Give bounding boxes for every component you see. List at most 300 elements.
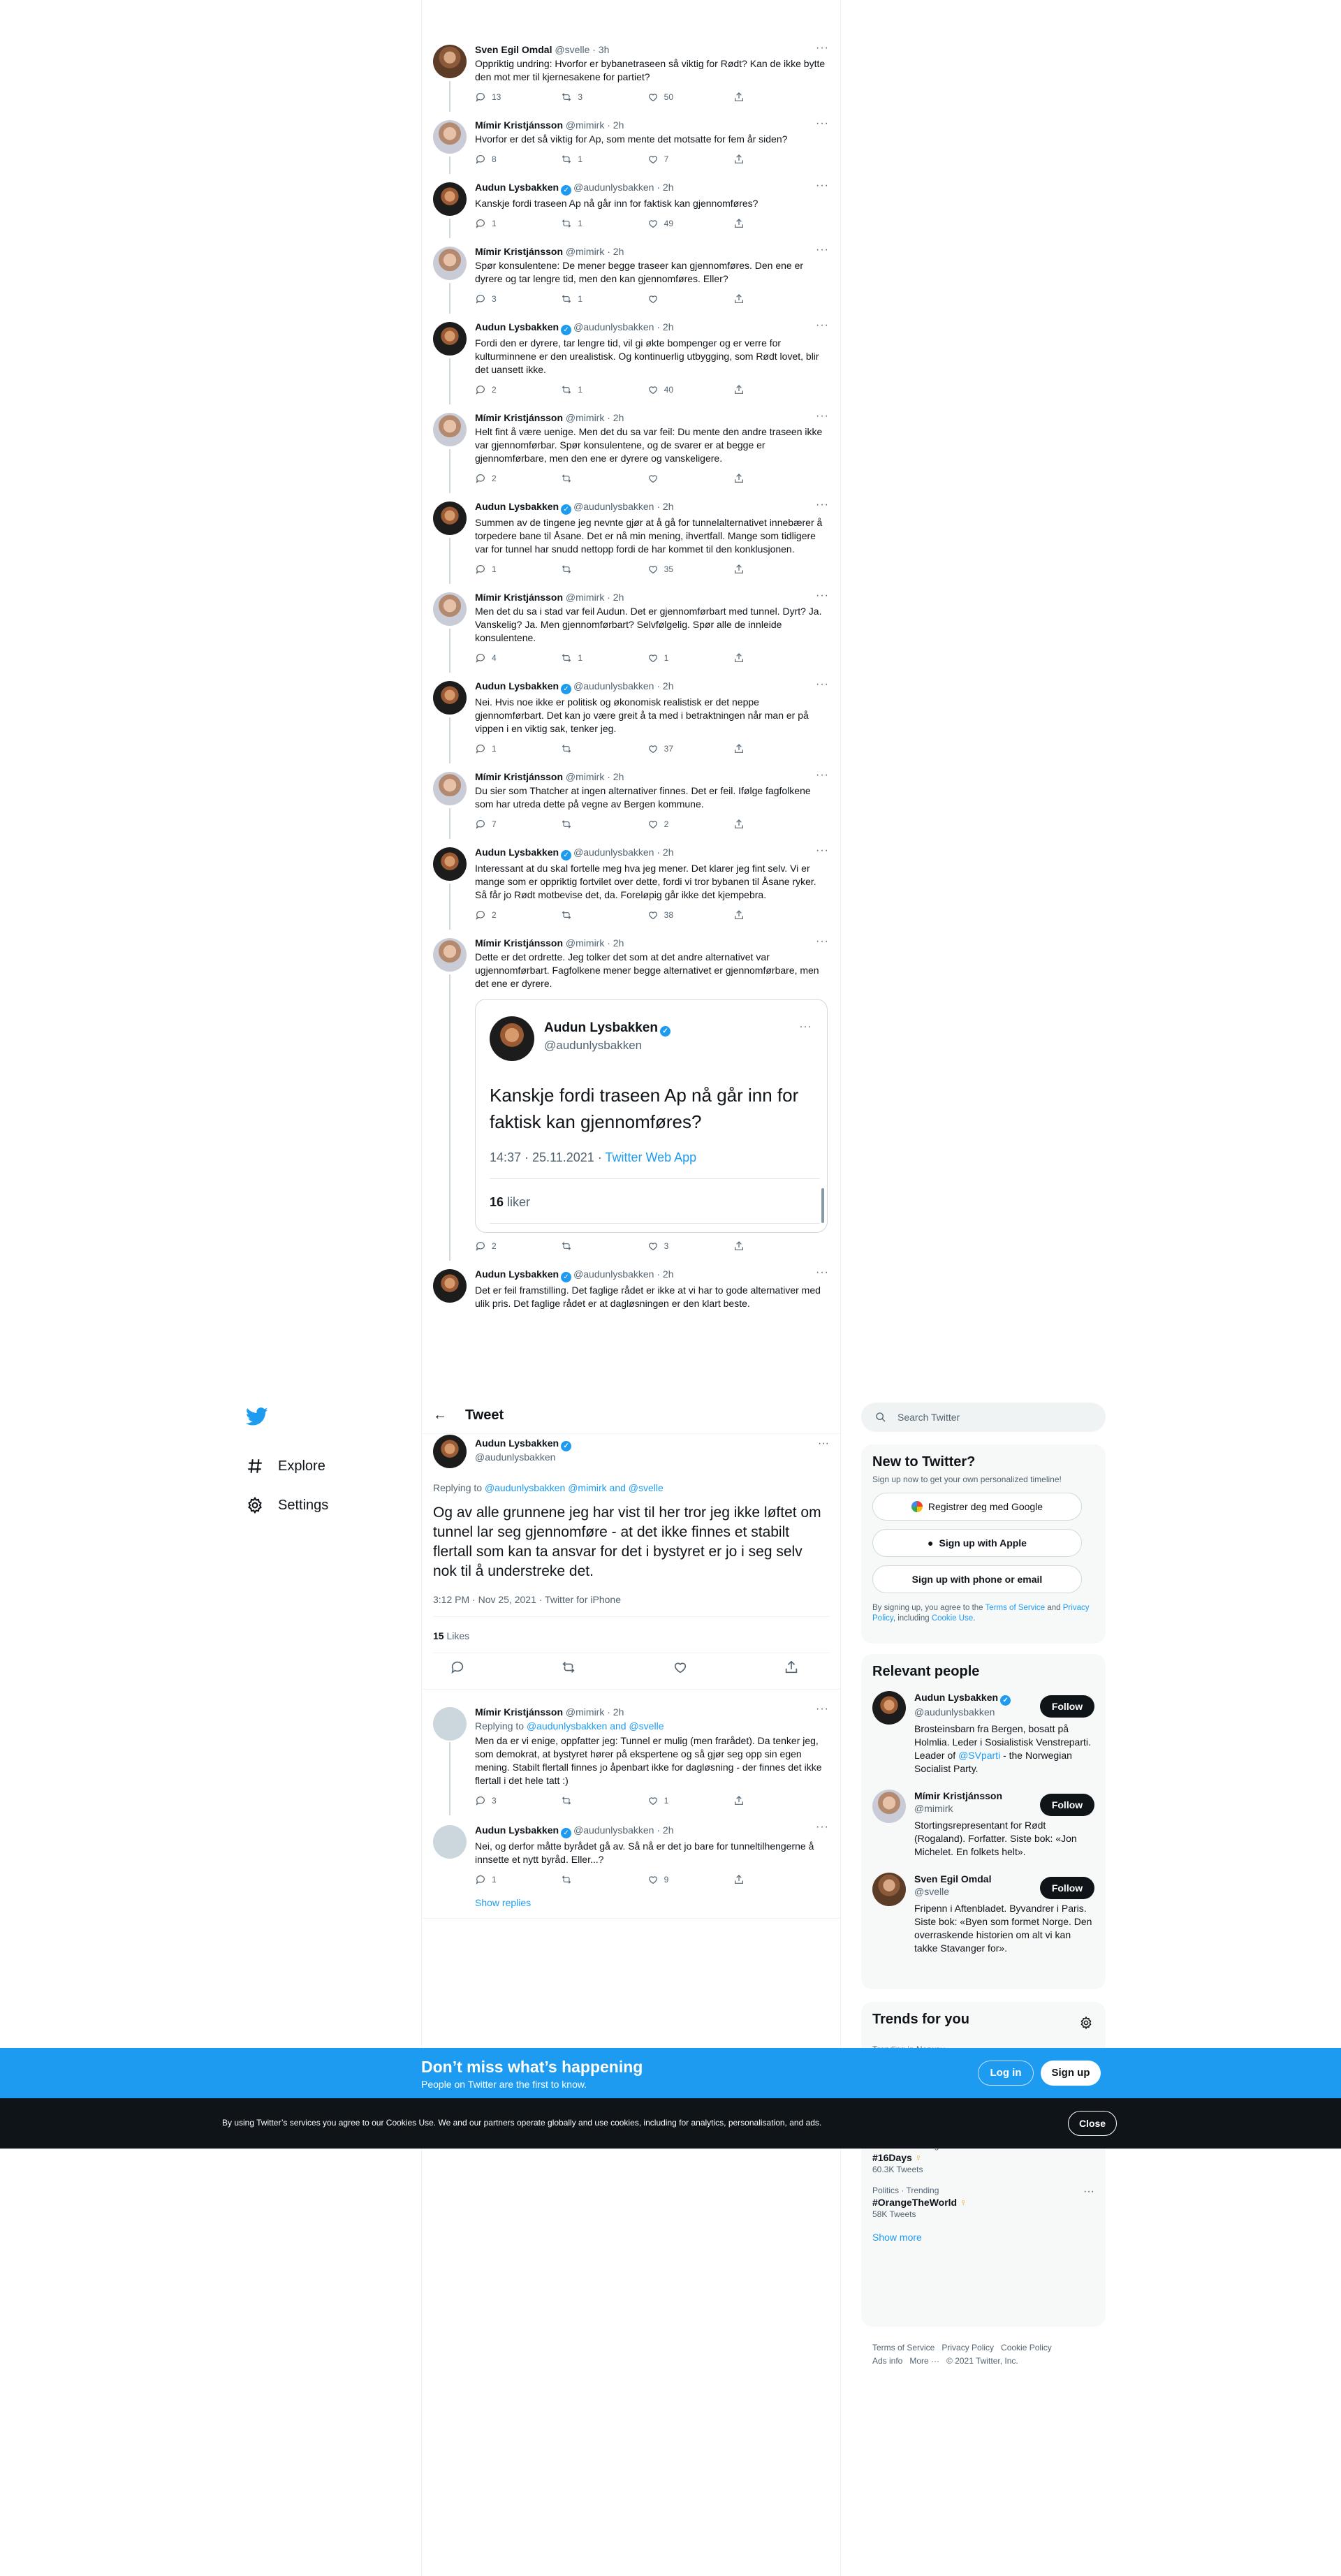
bio-link[interactable]: @SVparti <box>958 1750 1001 1761</box>
follow-button[interactable]: Follow <box>1040 1794 1094 1816</box>
author-handle[interactable]: @mimirk <box>565 119 605 131</box>
more-options-icon[interactable]: ··· <box>1083 2186 1094 2197</box>
reply-count: 2 <box>492 385 497 395</box>
follow-button[interactable]: Follow <box>1040 1877 1094 1899</box>
tweet-time[interactable]: 2h <box>662 847 674 858</box>
verified-badge-icon: ✓ <box>1000 1695 1011 1706</box>
share-action[interactable] <box>733 154 775 165</box>
share-icon <box>733 909 745 921</box>
retweet-icon <box>561 819 572 830</box>
tweet-header: Audun Lysbakken ✓ @audunlysbakken · 2h <box>475 182 674 194</box>
reply-count: 1 <box>492 219 497 228</box>
relevant-person[interactable] <box>872 1790 1094 1859</box>
tweet-actions <box>475 291 775 307</box>
like-icon <box>647 564 659 575</box>
close-button[interactable]: Close <box>1068 2111 1117 2136</box>
author-name[interactable]: Mímir Kristjánsson <box>475 592 564 603</box>
tweet-header: Audun Lysbakken ✓ @audunlysbakken · 2h <box>475 1824 674 1837</box>
embedded-tweet-card[interactable] <box>475 999 828 1233</box>
like-action[interactable] <box>647 1874 689 1885</box>
source-app-link[interactable]: Twitter Web App <box>605 1150 697 1164</box>
avatar[interactable] <box>433 772 467 805</box>
author-handle[interactable]: @mimirk <box>565 937 605 949</box>
share-action[interactable] <box>733 819 775 830</box>
tweet-time[interactable]: 3h <box>598 44 610 55</box>
share-action[interactable] <box>733 652 775 664</box>
more-options-icon[interactable]: ··· <box>816 1821 829 1833</box>
author-handle: @audunlysbakken <box>544 1039 643 1052</box>
avatar[interactable] <box>433 247 467 280</box>
nav-explore[interactable] <box>240 1447 408 1486</box>
author-name[interactable]: Audun Lysbakken <box>475 321 559 332</box>
avatar[interactable] <box>433 120 467 154</box>
thread-tweet[interactable] <box>422 930 840 1254</box>
like-action[interactable] <box>647 92 689 103</box>
replying-to: Replying to @audunlysbakken @mimirk and @svelle <box>433 1482 664 1493</box>
reply-action[interactable] <box>475 743 517 754</box>
thread-connector <box>449 358 450 404</box>
retweet-count: 1 <box>578 385 583 395</box>
more-options-icon[interactable]: ··· <box>816 1703 829 1715</box>
left-navigation <box>240 1405 408 1525</box>
like-icon <box>647 1795 659 1806</box>
retweet-icon[interactable] <box>561 1660 576 1675</box>
tweet-time[interactable]: 2h <box>613 1706 624 1718</box>
avatar[interactable] <box>433 413 467 446</box>
share-icon <box>733 293 745 305</box>
tweet-time[interactable]: 2h <box>613 119 624 131</box>
likes-count[interactable]: 15 Likes <box>433 1630 470 1641</box>
author-name: Audun Lysbakken ✓ <box>544 1020 673 1037</box>
nav-settings[interactable] <box>240 1486 408 1525</box>
thread-tweet[interactable] <box>422 763 840 832</box>
main-tweet-column <box>422 1397 840 1908</box>
signup-button[interactable]: Sign up <box>1041 2061 1101 2086</box>
retweet-count: 1 <box>578 653 583 663</box>
panel-subtitle: Sign up now to get your own personalized timeline! <box>872 1474 1062 1484</box>
tweet-text: Dette er det ordrette. Jeg tolker det som at det andre alternativet var ugjennomførbart. Fagfolkene mener begge alternativet er gjennomførbare, men det ene er dyrere. <box>475 951 819 989</box>
tweet-header: Audun Lysbakken ✓ @audunlysbakken · 2h <box>475 847 674 859</box>
retweet-action[interactable] <box>561 909 603 921</box>
like-count: 9 <box>664 1875 669 1885</box>
person-bio: Fripenn i Aftenbladet. Byvandrer i Paris. Siste bok: «Byen som formet Norge. Den overraskende historien om alt vi kan takke Stavanger for». <box>914 1903 1092 1954</box>
like-count: 1 <box>664 1796 669 1806</box>
tweet-time[interactable]: 2h <box>613 771 624 782</box>
thread-tweet[interactable] <box>422 238 840 307</box>
avatar[interactable] <box>433 322 467 356</box>
like-count: 35 <box>664 564 674 574</box>
author-handle[interactable]: @audunlysbakken <box>573 847 654 858</box>
author-handle[interactable]: @audunlysbakken <box>573 1268 654 1280</box>
person-name[interactable]: Audun Lysbakken ✓ <box>914 1691 1094 1706</box>
verified-badge-icon: ✓ <box>660 1026 670 1037</box>
avatar[interactable] <box>433 1269 467 1303</box>
tweet-text: Spør konsulentene: De mener begge traseer kan gjennomføres. Den ene er dyrere og tar lengre tid, men den kan gjennomføres. Eller? <box>475 260 804 284</box>
back-arrow-icon[interactable]: ← <box>433 1407 447 1423</box>
more-options-icon[interactable]: ··· <box>816 844 829 856</box>
reply-action[interactable] <box>475 819 517 830</box>
retweet-count: 1 <box>578 219 583 228</box>
share-icon <box>733 92 745 103</box>
divider <box>490 1223 820 1224</box>
author-handle[interactable]: @mimirk <box>565 592 605 603</box>
more-options-icon[interactable]: ··· <box>816 42 829 54</box>
more-options-icon[interactable]: ··· <box>816 678 829 690</box>
thread-connector <box>449 81 450 112</box>
share-action[interactable] <box>733 92 775 103</box>
more-options-icon[interactable]: ··· <box>816 180 829 191</box>
person-handle[interactable]: @mimirk <box>914 1803 953 1814</box>
author-name[interactable]: Audun Lysbakken <box>475 847 559 858</box>
gear-icon <box>246 1496 264 1514</box>
cookie-link[interactable]: Cookie Use <box>931 1614 974 1623</box>
share-icon <box>733 1241 745 1252</box>
share-action[interactable] <box>733 909 775 921</box>
retweet-icon <box>561 92 572 103</box>
avatar[interactable] <box>433 502 467 535</box>
tweet-actions <box>475 817 775 832</box>
like-icon <box>647 652 659 664</box>
avatar[interactable] <box>872 1691 906 1725</box>
apple-signup-button[interactable]: ● Sign up with Apple <box>872 1529 1082 1557</box>
author-name[interactable]: Mímir Kristjánsson <box>475 246 564 257</box>
share-action[interactable] <box>733 564 775 575</box>
tweet-header: Mímir Kristjánsson @mimirk · 2h <box>475 592 624 603</box>
more-options-icon[interactable]: ··· <box>816 319 829 331</box>
reply-action[interactable] <box>475 1795 517 1806</box>
author-name[interactable]: Audun Lysbakken <box>475 182 559 193</box>
retweet-count: 3 <box>578 92 583 102</box>
tweet-actions <box>475 562 775 577</box>
tweet-time[interactable]: 2h <box>613 246 624 257</box>
avatar[interactable] <box>872 1790 906 1823</box>
author-name[interactable]: Mímir Kristjánsson <box>475 1706 564 1718</box>
avatar[interactable] <box>433 1435 467 1468</box>
retweet-icon <box>561 1874 572 1885</box>
retweet-action[interactable] <box>561 564 603 575</box>
like-icon <box>647 92 659 103</box>
reply-icon[interactable] <box>450 1660 465 1675</box>
embedded-tweet-text: Kanskje fordi traseen Ap nå går inn for faktisk kan gjennomføres? <box>490 1085 799 1132</box>
like-action[interactable] <box>647 293 689 305</box>
login-button[interactable]: Log in <box>978 2061 1034 2086</box>
more-options-icon[interactable]: ··· <box>816 244 829 256</box>
share-action[interactable] <box>733 293 775 305</box>
verified-badge-icon: ✓ <box>561 1828 571 1838</box>
panel-title: New to Twitter? <box>872 1454 976 1470</box>
more-options-icon[interactable]: ··· <box>816 410 829 422</box>
divider <box>422 1689 840 1690</box>
share-action[interactable] <box>733 218 775 229</box>
share-icon <box>733 1795 745 1806</box>
verified-badge-icon: ✓ <box>561 684 571 694</box>
thread-tweet[interactable] <box>422 404 840 486</box>
more-options-icon[interactable]: ··· <box>799 1019 812 1033</box>
google-icon <box>911 1501 923 1512</box>
thread-tweet[interactable] <box>422 839 840 923</box>
tweet-time[interactable]: 2h <box>662 321 674 332</box>
author-handle[interactable]: @audunlysbakken <box>573 321 654 332</box>
share-action[interactable] <box>733 384 775 395</box>
search-icon <box>875 1412 886 1423</box>
like-action[interactable] <box>647 909 689 921</box>
thread-connector <box>449 156 450 174</box>
like-count: 40 <box>664 385 674 395</box>
like-icon <box>647 473 659 484</box>
reply-action[interactable] <box>475 909 517 921</box>
reply-action[interactable] <box>475 1874 517 1885</box>
reply-tweet[interactable] <box>422 1697 840 1808</box>
more-options-icon[interactable]: ··· <box>816 1266 829 1278</box>
reply-icon <box>475 1241 486 1252</box>
terms-link[interactable]: Terms of Service <box>985 1604 1046 1612</box>
like-action[interactable] <box>647 1241 689 1252</box>
footer-more-link[interactable]: More ··· <box>909 2356 940 2366</box>
tweet-header: Mímir Kristjánsson @mimirk · 2h <box>475 771 624 782</box>
replying-to-link[interactable]: @audunlysbakken and @svelle <box>526 1720 664 1732</box>
scrollbar[interactable] <box>821 1188 824 1223</box>
author-handle[interactable]: @mimirk <box>565 1706 605 1718</box>
tweet-time[interactable]: 2h <box>662 182 674 193</box>
google-signup-button[interactable]: Registrer deg med Google <box>872 1493 1082 1521</box>
like-icon <box>647 384 659 395</box>
reply-icon <box>475 154 486 165</box>
retweet-icon <box>561 473 572 484</box>
twitter-logo-icon[interactable] <box>246 1405 268 1428</box>
reply-count: 13 <box>492 92 501 102</box>
tweet-time[interactable]: 2h <box>662 501 674 512</box>
thread-tweet[interactable] <box>422 673 840 756</box>
retweet-icon <box>561 564 572 575</box>
reply-count: 1 <box>492 1875 497 1885</box>
retweet-action[interactable] <box>561 293 603 305</box>
person-handle[interactable]: @svelle <box>914 1886 950 1897</box>
author-name[interactable]: Audun Lysbakken <box>475 1824 559 1836</box>
hashtag-icon <box>246 1457 264 1475</box>
more-options-icon[interactable]: ··· <box>816 590 829 601</box>
banner-headline: Don’t miss what’s happening <box>421 2058 643 2076</box>
author-name[interactable]: Mímir Kristjánsson <box>475 771 564 782</box>
share-action[interactable] <box>733 1241 775 1252</box>
retweet-action[interactable] <box>561 652 603 664</box>
tweet-timestamp[interactable]: 3:12 PM · Nov 25, 2021 · Twitter for iPhone <box>433 1594 621 1605</box>
reply-icon <box>475 293 486 305</box>
verified-badge-icon: ✓ <box>561 185 571 196</box>
verified-badge-icon: ✓ <box>561 850 571 861</box>
retweet-action[interactable] <box>561 1874 603 1885</box>
more-options-icon[interactable]: ··· <box>818 1437 829 1449</box>
share-action[interactable] <box>733 1795 775 1806</box>
verified-badge-icon: ✓ <box>561 1441 571 1451</box>
tweet-time[interactable]: 2h <box>662 680 674 691</box>
author-handle[interactable]: @mimirk <box>565 246 605 257</box>
like-action[interactable] <box>647 218 689 229</box>
reply-action[interactable] <box>475 564 517 575</box>
author-name[interactable]: Audun Lysbakken ✓ <box>475 1437 573 1451</box>
retweet-action[interactable] <box>561 1795 603 1806</box>
avatar[interactable] <box>872 1873 906 1906</box>
embedded-tweet-timestamp: 14:37 · 25.11.2021 · Twitter Web App <box>490 1150 697 1164</box>
more-options-icon[interactable]: ··· <box>816 499 829 511</box>
embedded-likes: 16 liker <box>490 1195 531 1209</box>
reply-icon <box>475 218 486 229</box>
thread-tweet[interactable] <box>422 36 840 105</box>
avatar[interactable] <box>433 681 467 715</box>
center-column-right-border <box>840 0 841 2576</box>
tweet-actions <box>475 382 775 397</box>
tweet-text: Oppriktig undring: Hvorfor er bybanetraseen så viktig for Rødt? Kan de ikke bytte den mot mer til kjernesakene for partiet? <box>475 58 826 82</box>
author-name[interactable]: Audun Lysbakken <box>475 501 559 512</box>
reply-action[interactable] <box>475 384 517 395</box>
signup-banner <box>0 2048 1341 2098</box>
tweet-actions <box>450 1660 799 1675</box>
tweet-time[interactable]: 2h <box>613 592 624 603</box>
reply-action[interactable] <box>475 154 517 165</box>
thread-connector <box>449 717 450 763</box>
like-action[interactable] <box>647 743 689 754</box>
retweet-action[interactable] <box>561 1241 603 1252</box>
author-name[interactable]: Mímir Kristjánsson <box>475 412 564 423</box>
person-name[interactable]: Sven Egil Omdal <box>914 1873 992 1885</box>
author-name[interactable]: Mímir Kristjánsson <box>475 119 564 131</box>
reply-icon <box>475 819 486 830</box>
author-name[interactable]: Audun Lysbakken <box>475 1268 559 1280</box>
reply-action[interactable] <box>475 652 517 664</box>
thread-tweet[interactable] <box>422 1261 840 1310</box>
tweet-time[interactable]: 2h <box>662 1824 674 1836</box>
thread-connector <box>449 808 450 839</box>
author-name[interactable]: Audun Lysbakken <box>475 680 559 691</box>
like-icon[interactable] <box>673 1660 688 1675</box>
footer-ads-link[interactable]: Ads info <box>872 2356 903 2366</box>
privacy-link[interactable]: Privacy Policy <box>872 1604 1090 1623</box>
retweet-action[interactable] <box>561 92 603 103</box>
more-options-icon[interactable]: ··· <box>816 769 829 781</box>
phone-email-signup-button[interactable]: Sign up with phone or email <box>872 1565 1082 1593</box>
retweet-action[interactable] <box>561 819 603 830</box>
author-handle[interactable]: @mimirk <box>565 771 605 782</box>
like-count: 37 <box>664 744 674 754</box>
retweet-action[interactable] <box>561 473 603 484</box>
thread-tweet[interactable] <box>422 584 840 666</box>
avatar[interactable] <box>433 592 467 626</box>
banner-subtitle: People on Twitter are the first to know. <box>421 2079 587 2090</box>
reply-tweet[interactable] <box>422 1815 840 1887</box>
like-action[interactable] <box>647 473 689 484</box>
avatar[interactable] <box>433 847 467 881</box>
avatar[interactable] <box>433 45 467 78</box>
show-more-link[interactable]: Show more <box>872 2232 922 2243</box>
tweet-header: Audun Lysbakken ✓ @audunlysbakken · 2h <box>475 680 674 693</box>
search-placeholder: Search Twitter <box>897 1412 960 1423</box>
retweet-icon <box>561 154 572 165</box>
follow-button[interactable]: Follow <box>1040 1695 1094 1718</box>
like-action[interactable] <box>647 564 689 575</box>
author-handle[interactable]: @mimirk <box>565 412 605 423</box>
author-handle[interactable]: @audunlysbakken <box>573 182 654 193</box>
footer-privacy-link[interactable]: Privacy Policy <box>941 2343 995 2352</box>
trend-count: 58K Tweets <box>872 2209 916 2219</box>
trend-count: 60.3K Tweets <box>872 2165 923 2174</box>
avatar[interactable] <box>433 1707 467 1741</box>
reply-action[interactable] <box>475 92 517 103</box>
share-action[interactable] <box>733 743 775 754</box>
avatar[interactable] <box>433 938 467 972</box>
relevant-person[interactable] <box>872 1873 1094 1955</box>
share-icon[interactable] <box>784 1660 799 1675</box>
tweet-time[interactable]: 2h <box>662 1268 674 1280</box>
author-handle[interactable]: @audunlysbakken <box>475 1451 556 1463</box>
tweet-time[interactable]: 2h <box>613 412 624 423</box>
person-handle[interactable]: @audunlysbakken <box>914 1706 995 1718</box>
footer-terms-link[interactable]: Terms of Service <box>872 2343 935 2352</box>
author-name[interactable]: Mímir Kristjánsson <box>475 937 564 949</box>
like-icon <box>647 743 659 754</box>
nav-explore-label: Explore <box>278 1458 325 1474</box>
author-handle[interactable]: @audunlysbakken <box>573 1824 654 1836</box>
like-action[interactable] <box>647 1795 689 1806</box>
like-count: 38 <box>664 910 674 920</box>
retweet-action[interactable] <box>561 743 603 754</box>
like-icon <box>647 218 659 229</box>
footer-cookie-link[interactable]: Cookie Policy <box>1001 2343 1052 2352</box>
share-action[interactable] <box>733 1874 775 1885</box>
thread-tweet[interactable] <box>422 174 840 231</box>
retweet-action[interactable] <box>561 384 603 395</box>
like-icon <box>647 1241 659 1252</box>
avatar[interactable] <box>433 1825 467 1859</box>
show-replies-link[interactable]: Show replies <box>422 1894 840 1919</box>
like-count: 7 <box>664 154 669 164</box>
tweet-actions <box>475 650 775 666</box>
relevant-person[interactable] <box>872 1691 1094 1776</box>
avatar[interactable] <box>433 182 467 216</box>
person-name[interactable]: Mímir Kristjánsson <box>914 1790 1003 1801</box>
replying-to-link[interactable]: @audunlysbakken @mimirk and @svelle <box>484 1482 664 1493</box>
reply-action[interactable] <box>475 1241 517 1252</box>
author-handle[interactable]: @audunlysbakken <box>573 680 654 691</box>
tweet-actions <box>475 471 775 486</box>
author-handle[interactable]: @svelle <box>555 44 590 55</box>
like-action[interactable] <box>647 384 689 395</box>
reply-action[interactable] <box>475 293 517 305</box>
thread-tweet[interactable] <box>422 112 840 167</box>
retweet-icon <box>561 1241 572 1252</box>
author-handle[interactable]: @audunlysbakken <box>573 501 654 512</box>
tweet-time[interactable]: 2h <box>613 937 624 949</box>
trend-item[interactable] <box>872 2186 1094 2219</box>
tweet-actions <box>475 1793 775 1808</box>
thread-tweet[interactable] <box>422 493 840 577</box>
reply-action[interactable] <box>475 473 517 484</box>
author-name[interactable]: Sven Egil Omdal <box>475 44 552 55</box>
like-action[interactable] <box>647 819 689 830</box>
like-action[interactable] <box>647 154 689 165</box>
reply-action[interactable] <box>475 218 517 229</box>
share-action[interactable] <box>733 473 775 484</box>
gear-icon[interactable] <box>1079 2016 1093 2030</box>
like-action[interactable] <box>647 652 689 664</box>
retweet-icon <box>561 1795 572 1806</box>
retweet-action[interactable] <box>561 154 603 165</box>
more-options-icon[interactable]: ··· <box>816 117 829 129</box>
share-icon <box>733 564 745 575</box>
thread-tweet[interactable] <box>422 314 840 397</box>
tweet-text: Kanskje fordi traseen Ap nå går inn for faktisk kan gjennomføres? <box>475 198 759 209</box>
more-options-icon[interactable]: ··· <box>816 935 829 947</box>
retweet-action[interactable] <box>561 218 603 229</box>
search-input[interactable] <box>861 1403 1106 1432</box>
